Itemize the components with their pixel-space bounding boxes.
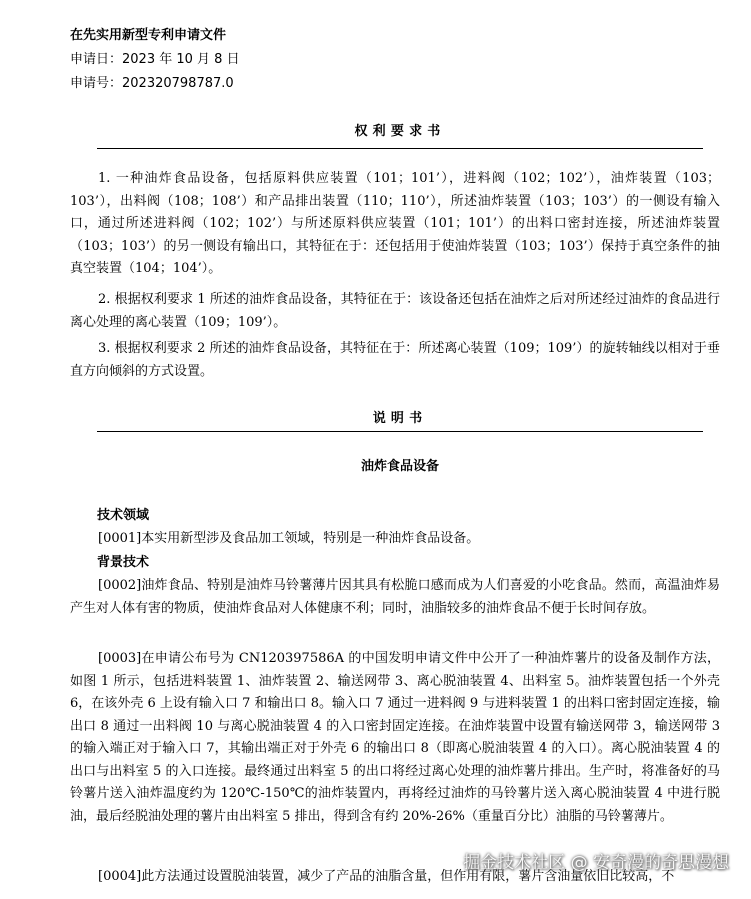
- paragraph-0004: [0004]此方法通过设置脱油装置，减少了产品的油脂含量，但作用有限，薯片含油量依旧比较高，不: [98, 869, 675, 884]
- application-number-label: 申请号：: [70, 76, 123, 91]
- application-number: [70, 75, 234, 93]
- claims-divider: [97, 148, 703, 149]
- site-watermark: 掘金技术社区 @ 安奇漫的奇思漫想: [463, 853, 729, 873]
- paragraph-0001: [0001]本实用新型涉及食品加工领域，特别是一种油炸食品设备。: [98, 531, 480, 546]
- paragraph-0003: [0003]在申请公布号为 CN120397586A 的中国发明申请文件中公开了一种油炸薯片的设备及制作方法，如图 1 所示，包括进料装置 1、油炸装置 2、输送网带 3、离心脱油装置 4、出料室 5。油炸装置包括一个外壳 6，在该外壳 6 上设有输入口 7 和输出口 8。输入口 7 通过一进料阀 9 与进料装置 1 的出料口密封固定连接，输出口 8 通过一出料阀 10 与离心脱油装置 4 的入口密封固定连接。在油炸装置中设置有输送网带 3，输送网带 3 的输入端正对于输入口 7，其输出端正对于外壳 6 的输出口 8（即离心脱油装置 4 的入口）。离心脱油装置 4 的出口与出料室 5 的入口连接。最终通过出料室 5 的出口将经过离心处理的油炸薯片排出。生产时，将准备好的马铃薯片送入油炸温度约为 120℃-150℃的油炸装置内，再将经过油炸的马铃薯片送入离心脱油装置 4 中进行脱油，最后经脱油处理的薯片由出料室 5 排出，得到含有约 20%-26%（重量百分比）油脂的马铃薯薄片。: [70, 651, 720, 824]
- claim-3: 3. 根据权利要求 2 所述的油炸食品设备，其特征在于：所述离心装置（109；109’）的旋转轴线以相对于垂直方向倾斜的方式设置。: [70, 341, 720, 379]
- paragraph-0002: [0002]油炸食品、特别是油炸马铃薯薄片因其具有松脆口感而成为人们喜爱的小吃食品。然而，高温油炸易产生对人体有害的物质，使油炸食品对人体健康不利；同时，油脂较多的油炸食品不便于长时间存放。: [70, 578, 720, 616]
- description-divider: [97, 431, 703, 432]
- document-title: 油炸食品设备: [360, 459, 439, 474]
- document-type-title: 在先实用新型专利申请文件: [70, 28, 227, 43]
- application-date-label: 申请日：: [70, 52, 123, 67]
- claim-1: 1. 一种油炸食品设备，包括原料供应装置（101；101’），进料阀（102；102’），油炸装置（103；103’），出料阀（108；108’）和产品排出装置（110；110’），所述油炸装置（103；103’）的一侧设有输入口，通过所述进料阀（102；102’）与所述原料供应装置（101；101’）的出料口密封连接，所述油炸装置（103；103’）的另一侧设有输出口，其特征在于：还包括用于使油炸装置（103；103’）保持于真空条件的抽真空装置（104；104’）。: [70, 171, 720, 276]
- claims-section-title: 权利要求书: [354, 124, 446, 139]
- description-section-title: 说明书: [372, 411, 428, 426]
- application-date-value: 2023 年 10 月 8 日: [122, 52, 240, 67]
- tech-field-heading: 技术领域: [97, 508, 150, 523]
- background-heading: 背景技术: [97, 555, 150, 570]
- application-date: [70, 51, 240, 69]
- application-number-value: 202320798787.0: [122, 76, 234, 91]
- claim-2: 2. 根据权利要求 1 所述的油炸食品设备，其特征在于：该设备还包括在油炸之后对所述经过油炸的食品进行离心处理的离心装置（109；109’）。: [70, 292, 720, 330]
